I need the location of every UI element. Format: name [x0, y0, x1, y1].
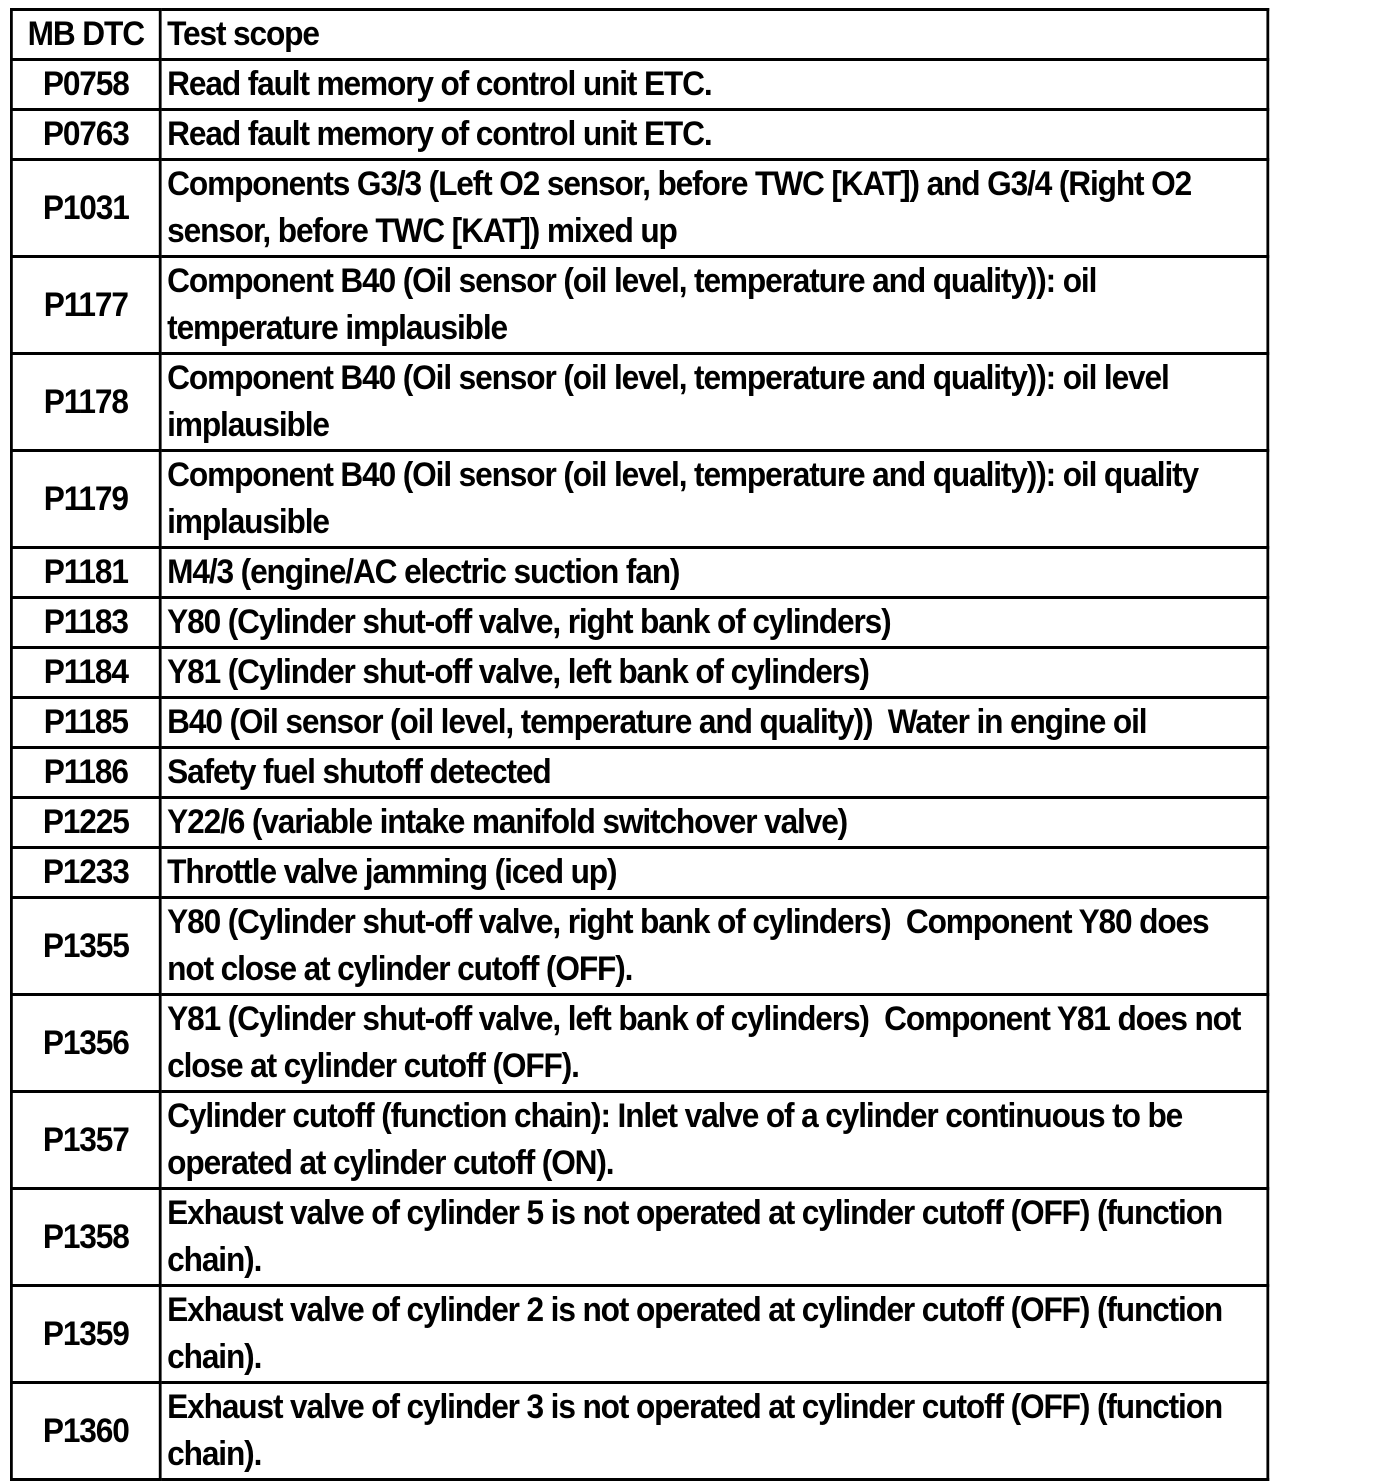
test-scope-line: sensor, before TWC [KAT]) mixed up: [167, 212, 677, 250]
dtc-code: P1360: [11, 1383, 160, 1480]
table-row: [11, 110, 1267, 160]
dtc-table-body: [11, 10, 1267, 1480]
table-row: [11, 995, 1267, 1092]
table-row: [11, 598, 1267, 648]
test-scope: Safety fuel shutoff detected: [160, 748, 1268, 798]
table-row: [11, 451, 1267, 548]
dtc-code: P0758: [11, 60, 160, 110]
dtc-code: P0763: [11, 110, 160, 160]
dtc-code: P1186: [11, 748, 160, 798]
test-scope: [160, 451, 1268, 548]
test-scope-line: Cylinder cutoff (function chain): Inlet valve of a cylinder continuous to be: [167, 1097, 1183, 1135]
test-scope-line: not close at cylinder cutoff (OFF).: [167, 950, 633, 988]
dtc-code: P1355: [11, 898, 160, 995]
table-row: [11, 257, 1267, 354]
dtc-code: P1183: [11, 598, 160, 648]
dtc-code: P1178: [11, 354, 160, 451]
dtc-code: P1356: [11, 995, 160, 1092]
dtc-code: P1233: [11, 848, 160, 898]
test-scope-line: implausible: [167, 503, 329, 541]
test-scope-line: Exhaust valve of cylinder 3 is not operated at cylinder cutoff (OFF) (function: [167, 1388, 1223, 1426]
test-scope-line: close at cylinder cutoff (OFF).: [167, 1047, 579, 1085]
dtc-code: P1225: [11, 798, 160, 848]
test-scope: [160, 898, 1268, 995]
dtc-code: P1184: [11, 648, 160, 698]
test-scope-line: chain).: [167, 1435, 262, 1473]
table-row: [11, 1383, 1267, 1480]
test-scope-line: operated at cylinder cutoff (ON).: [167, 1144, 614, 1182]
table-row: [11, 698, 1267, 748]
test-scope-line: Y81 (Cylinder shut-off valve, left bank of cylinders) Component Y81 does not: [167, 1000, 1241, 1038]
table-row: [11, 60, 1267, 110]
table-row: [11, 748, 1267, 798]
dtc-code: P1357: [11, 1092, 160, 1189]
test-scope-line: implausible: [167, 406, 329, 444]
header-code: MB DTC: [11, 10, 160, 60]
test-scope-line: chain).: [167, 1338, 262, 1376]
table-row: [11, 1092, 1267, 1189]
test-scope: Y81 (Cylinder shut-off valve, left bank of cylinders): [160, 648, 1268, 698]
dtc-code: P1181: [11, 548, 160, 598]
dtc-code: P1179: [11, 451, 160, 548]
test-scope: M4/3 (engine/AC electric suction fan): [160, 548, 1268, 598]
test-scope: [160, 995, 1268, 1092]
test-scope: [160, 1189, 1268, 1286]
test-scope-line: temperature implausible: [167, 309, 508, 347]
test-scope: Read fault memory of control unit ETC.: [160, 60, 1268, 110]
test-scope: [160, 257, 1268, 354]
table-row: [11, 898, 1267, 995]
dtc-code: P1031: [11, 160, 160, 257]
test-scope: [160, 1286, 1268, 1383]
table-row: [11, 354, 1267, 451]
dtc-code: P1185: [11, 698, 160, 748]
test-scope: Read fault memory of control unit ETC.: [160, 110, 1268, 160]
table-row: [11, 160, 1267, 257]
dtc-code: P1177: [11, 257, 160, 354]
test-scope-line: Component B40 (Oil sensor (oil level, temperature and quality)): oil level: [167, 359, 1169, 397]
test-scope: [160, 1383, 1268, 1480]
test-scope-line: Component B40 (Oil sensor (oil level, temperature and quality)): oil quality: [167, 456, 1199, 494]
test-scope-line: Exhaust valve of cylinder 2 is not operated at cylinder cutoff (OFF) (function: [167, 1291, 1223, 1329]
test-scope: B40 (Oil sensor (oil level, temperature and quality)) Water in engine oil: [160, 698, 1268, 748]
test-scope: [160, 160, 1268, 257]
dtc-code: P1358: [11, 1189, 160, 1286]
table-row: [11, 1189, 1267, 1286]
table-row: [11, 1286, 1267, 1383]
test-scope-line: chain).: [167, 1241, 262, 1279]
test-scope: [160, 1092, 1268, 1189]
test-scope: [160, 354, 1268, 451]
dtc-table: [10, 8, 1269, 1481]
test-scope-line: Exhaust valve of cylinder 5 is not operated at cylinder cutoff (OFF) (function: [167, 1194, 1223, 1232]
test-scope: Y22/6 (variable intake manifold switchover valve): [160, 798, 1268, 848]
header-scope: Test scope: [160, 10, 1268, 60]
table-row: [11, 848, 1267, 898]
test-scope-line: Component B40 (Oil sensor (oil level, temperature and quality)): oil: [167, 262, 1097, 300]
test-scope: Y80 (Cylinder shut-off valve, right bank of cylinders): [160, 598, 1268, 648]
table-row: [11, 548, 1267, 598]
table-header-row: [11, 10, 1267, 60]
test-scope-line: Components G3/3 (Left O2 sensor, before TWC [KAT]) and G3/4 (Right O2: [167, 165, 1192, 203]
table-row: [11, 798, 1267, 848]
test-scope: Throttle valve jamming (iced up): [160, 848, 1268, 898]
dtc-code: P1359: [11, 1286, 160, 1383]
test-scope-line: Y80 (Cylinder shut-off valve, right bank of cylinders) Component Y80 does: [167, 903, 1209, 941]
table-row: [11, 648, 1267, 698]
